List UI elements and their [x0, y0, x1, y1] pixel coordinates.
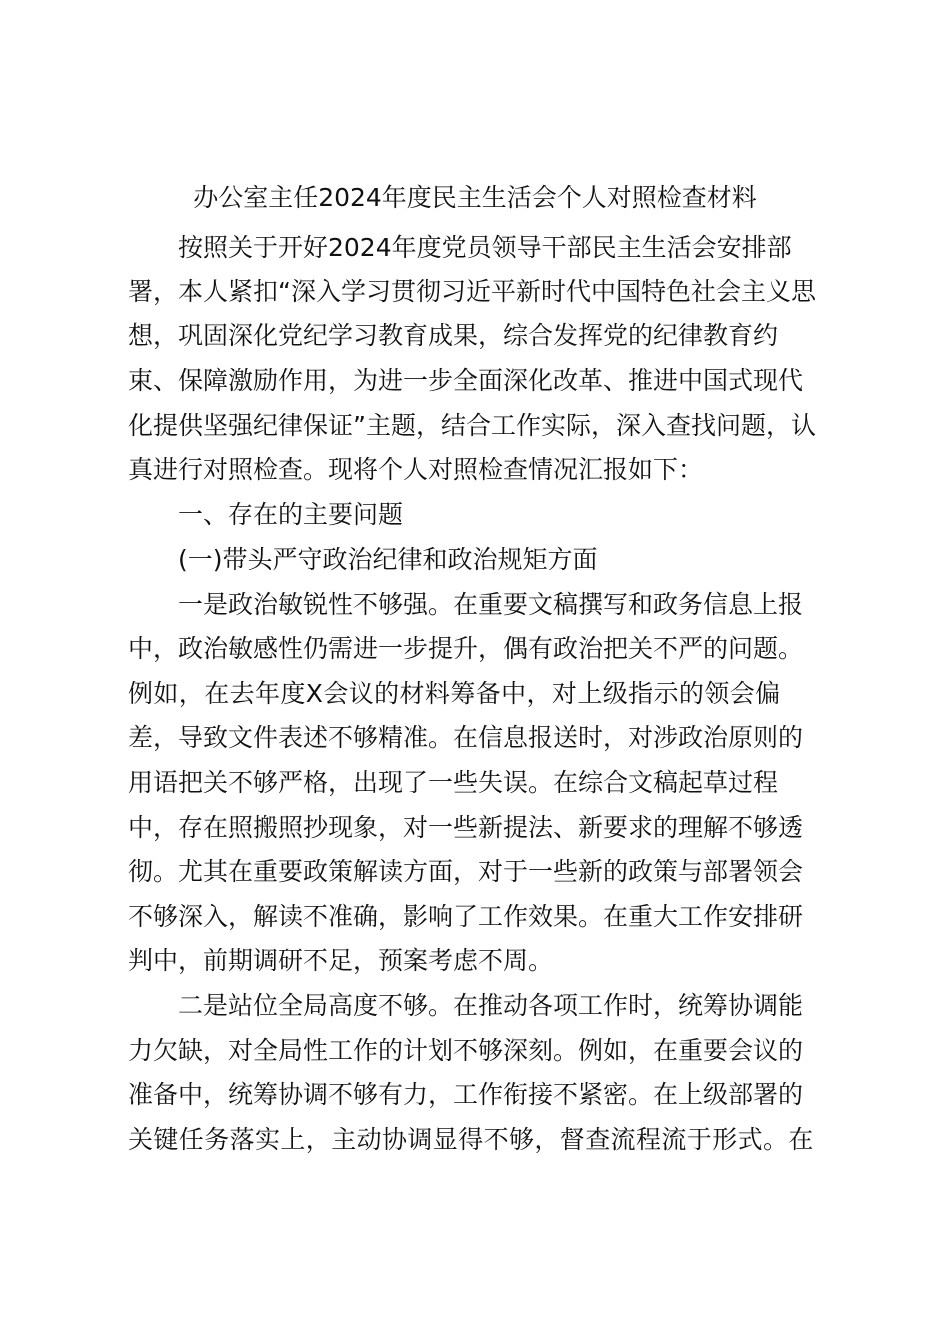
paragraph-line: 差，导致文件表述不够精准。在信息报送时，对涉政治原则的 — [128, 723, 804, 752]
paragraph-line: 二是站位全局高度不够。在推动各项工作时，统筹协调能 — [178, 991, 804, 1020]
section-heading: 一、存在的主要问题 — [178, 500, 404, 529]
paragraph-line: 化提供坚强纪律保证”主题，结合工作实际，深入查找问题，认 — [128, 411, 816, 440]
paragraph-line: 彻。尤其在重要政策解读方面，对于一些新的政策与部署领会 — [128, 857, 804, 886]
paragraph-line: 署，本人紧扣“深入学习贯彻习近平新时代中国特色社会主义思 — [128, 277, 816, 306]
paragraph-line: 力欠缺，对全局性工作的计划不够深刻。例如，在重要会议的 — [128, 1036, 804, 1065]
paragraph-line: 中，存在照搬照抄现象，对一些新提法、新要求的理解不够透 — [128, 813, 804, 842]
paragraph-line: 不够深入，解读不准确，影响了工作效果。在重大工作安排研 — [128, 902, 804, 931]
paragraph-line: 例如，在去年度X会议的材料筹备中，对上级指示的领会偏 — [128, 679, 781, 708]
paragraph-line: 按照关于开好2024年度党员领导干部民主生活会安排部 — [178, 233, 792, 262]
paragraph-line: 束、保障激励作用，为进一步全面深化改革、推进中国式现代 — [128, 366, 804, 395]
paragraph-line: 想，巩固深化党纪学习教育成果，综合发挥党的纪律教育约 — [128, 321, 779, 350]
paragraph-line: 真进行对照检查。现将个人对照检查情况汇报如下： — [128, 455, 704, 484]
paragraph-line: 一是政治敏锐性不够强。在重要文稿撰写和政务信息上报 — [178, 590, 804, 619]
paragraph-line: 关键任务落实上，主动协调显得不够，督查流程流于形式。在 — [128, 1125, 814, 1154]
paragraph-line: 准备中，统筹协调不够有力，工作衔接不紧密。在上级部署的 — [128, 1080, 804, 1109]
paragraph-line: 判中，前期调研不足，预案考虑不周。 — [128, 946, 554, 975]
document-title: 办公室主任2024年度民主生活会个人对照检查材料 — [193, 183, 757, 212]
subsection-heading: (一)带头严守政治纪律和政治规矩方面 — [178, 545, 598, 574]
paragraph-line: 中，政治敏感性仍需进一步提升，偶有政治把关不严的问题。 — [128, 634, 804, 663]
paragraph-line: 用语把关不够严格，出现了一些失误。在综合文稿起草过程 — [128, 768, 779, 797]
